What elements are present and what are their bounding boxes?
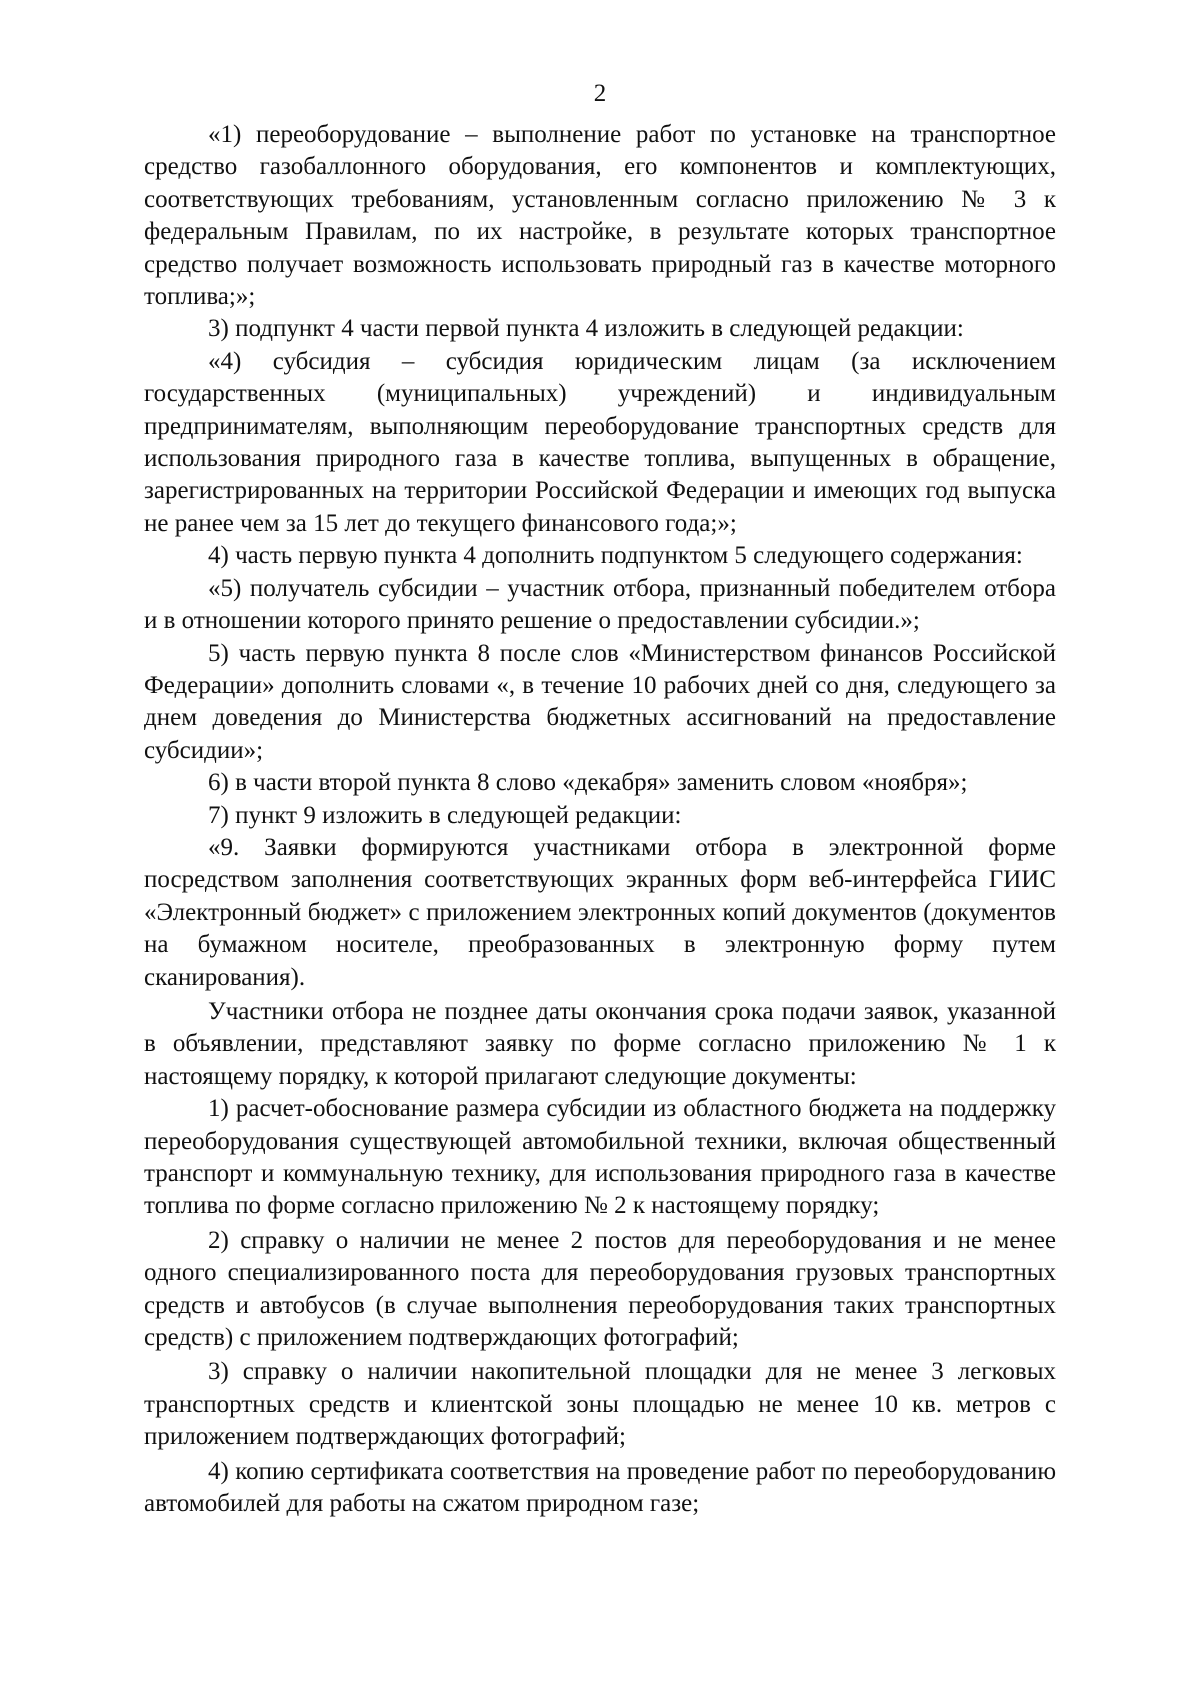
paragraph-item-6: 6) в части второй пункта 8 слово «декабря» заменить словом «ноября»; (208, 769, 968, 797)
page-number: 2 (593, 80, 607, 107)
paragraph-item-7: 7) пункт 9 изложить в следующей редакции: (208, 801, 682, 829)
paragraph-document-4: 4) копию сертификата соответствия на проведение работ по переоборудованию автомобилей для работы на сжатом природном газе; (144, 1457, 1056, 1518)
paragraph-document-1: 1) расчет-обоснование размера субсидии из областного бюджета на поддержку переоборудования существующей автомобильной техники, включая общественный транспорт и коммунальную технику, для использования природного газа в качестве топлива по форме согласно приложению № 2 к настоящему порядку; (144, 1095, 1056, 1220)
paragraph-item-5: 5) часть первую пункта 8 после слов «Министерством финансов Российской Федерации» дополнить словами «, в течение 10 рабочих дней со дня, следующего за днем доведения до Министерства бюджетных ассигнований на предоставление субсидии»; (144, 639, 1056, 764)
paragraph-definition-subsidy: «4) субсидия – субсидия юридическим лицам (за исключением государственных (муниципальных) учреждений) и индивидуальным предпринимателям, выполняющим переоборудование транспортных средств для использования природного газа в качестве топлива, выпущенных в обращение, зарегистрированных на территории Российской Федерации и имеющих год выпуска не ранее чем за 15 лет до текущего финансового года;»; (144, 347, 1056, 537)
paragraph-definition-conversion: «1) переоборудование – выполнение работ по установке на транспортное средство газобаллонного оборудования, его компонентов и комплектующих, соответствующих требованиям, установленным согласно приложению № 3 к федеральным Правилам, по их настройке, в результате которых транспортное средство получает возможность использовать природный газ в качестве моторного топлива;»; (144, 121, 1056, 311)
paragraph-item-3: 3) подпункт 4 части первой пункта 4 изложить в следующей редакции: (208, 315, 964, 343)
paragraph-clause-9: «9. Заявки формируются участниками отбора в электронной форме посредством заполнения соответствующих экранных форм веб-интерфейса ГИИС «Электронный бюджет» с приложением электронных копий документов (документов на бумажном носителе, преобразованных в электронную форму путем сканирования). (144, 833, 1056, 991)
paragraph-item-4: 4) часть первую пункта 4 дополнить подпунктом 5 следующего содержания: (208, 542, 1023, 570)
paragraph-document-3: 3) справку о наличии накопительной площадки для не менее 3 легковых транспортных средств и клиентской зоны площадью не менее 10 кв. метров с приложением подтверждающих фотографий; (144, 1358, 1056, 1451)
document-body (144, 119, 1056, 1520)
paragraph-participants: Участники отбора не позднее даты окончания срока подачи заявок, указанной в объявлении, представляют заявку по форме согласно приложению № 1 к настоящему порядку, к которой прилагают следующие документы: (144, 997, 1056, 1090)
paragraph-definition-recipient: «5) получатель субсидии – участник отбора, признанный победителем отбора и в отношении которого принято решение о предоставлении субсидии.»; (144, 574, 1056, 635)
paragraph-document-2: 2) справку о наличии не менее 2 постов для переоборудования и не менее одного специализированного поста для переоборудования грузовых транспортных средств и автобусов (в случае выполнения переоборудования таких транспортных средств) с приложением подтверждающих фотографий; (144, 1226, 1056, 1352)
